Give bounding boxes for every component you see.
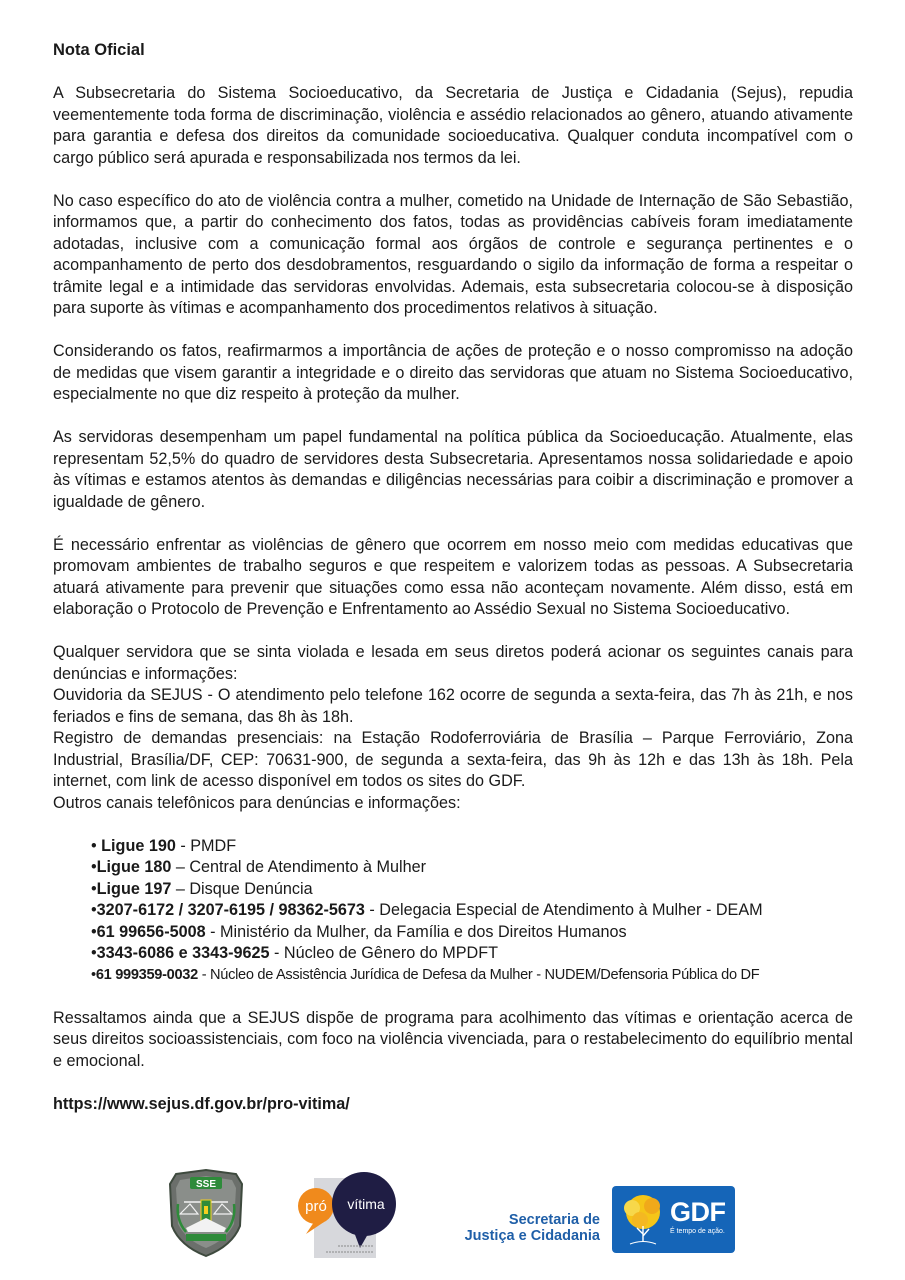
phone-description: Ministério da Mulher, da Família e dos Direitos Humanos [219, 922, 627, 941]
pro-vitima-link[interactable]: https://www.sejus.df.gov.br/pro-vitima/ [53, 1094, 350, 1113]
separator: – [171, 879, 190, 898]
separator: - [175, 836, 191, 855]
phone-list-item [91, 922, 853, 944]
phone-number: 61 99656-5008 [96, 922, 206, 941]
bullet: • [91, 922, 97, 941]
phone-description: Disque Denúncia [189, 879, 313, 898]
channels-ouvidoria: Ouvidoria da SEJUS - O atendimento pelo telefone 162 ocorre de segunda a sexta-feira, das 7h às 21h, e nos feriados e fins de semana, das 8h às 18h. [53, 686, 853, 726]
bullet: • [91, 858, 97, 876]
bullet: • [91, 944, 97, 962]
separator: - [205, 922, 220, 941]
paragraph-gender-violence: É necessário enfrentar as violências de gênero que ocorrem em nosso meio com medidas educativas que promovam ambientes de trabalho seguros e que respeitem e valorizem todas as pessoas. A Subsecretaria atuará ativamente para prevenir que situações como essa não aconteçam novamente. Além disso, está em elaboração o Protocolo de Prevenção e Enfrentamento ao Assédio Sexual no Sistema Socioeducativo. [53, 535, 853, 618]
official-note [53, 40, 853, 1137]
paragraph-commitment: Considerando os fatos, reafirmarmos a importância de ações de proteção e o nosso compromisso na adoção de medidas que visem garantir a integridade e o direito das servidoras que atuam no Sistema Socioeducativo, especialmente no que diz respeito à proteção da mulher. [53, 342, 853, 403]
phone-list-item [91, 857, 853, 879]
phone-number: Ligue 190 [101, 836, 176, 855]
separator: - [364, 901, 380, 919]
phone-number: 3343-6086 e 3343-9625 [96, 944, 270, 962]
ipe-tree-icon [618, 1192, 668, 1248]
sejus-line1: Secretaria de [508, 1212, 600, 1228]
phone-number: Ligue 197 [96, 879, 172, 898]
sse-label: SSE [195, 1179, 217, 1190]
bullet: • [91, 901, 97, 919]
complaint-channels [53, 642, 853, 814]
sse-badge-logo [168, 1168, 244, 1258]
phone-number: 61 999359-0032 [95, 966, 198, 983]
phone-list-item [91, 943, 853, 965]
phone-list-item [91, 879, 853, 901]
paragraph-specific-case: No caso específico do ato de violência contra a mulher, cometido na Unidade de Internação de São Sebastião, informamos que, a partir do conhecimento dos fatos, todas as providências cabíveis foram imediatamente adotadas, inclusive com a comunicação formal aos órgãos de controle e segurança pertinentes e o acompanhamento de perto dos desdobramentos, resguardando o sigilo da informação de forma a respeitar o trâmite legal e a intimidade das servidoras envolvidas. Ademais, esta subsecretaria colocou-se à disposição para suporte às vítimas e acompanhamento dos procedimentos relativos à situação. [53, 191, 853, 317]
gdf-slogan: É tempo de ação. [670, 1228, 725, 1235]
gdf-word: GDF [670, 1197, 726, 1227]
phone-description: Central de Atendimento à Mulher [189, 858, 426, 876]
gdf-logo [612, 1186, 735, 1253]
paragraph-repudiation: A Subsecretaria do Sistema Socioeducativo, da Secretaria de Justiça e Cidadania (Sejus), repudia veementemente toda forma de discriminação, violência e assédio relacionados ao gênero, atuando ativamente para garantia e defesa dos direitos da comunidade socioeducativa. Qualquer conduta incompatível com o cargo público será apurada e responsabilizada nos termos da lei. [53, 84, 853, 167]
separator: – [171, 858, 190, 876]
phone-description: Núcleo de Assistência Jurídica de Defesa da Mulher - NUDEM/Defensoria Pública do DF [210, 966, 760, 983]
phone-description: Delegacia Especial de Atendimento à Mulher - DEAM [379, 901, 763, 919]
channels-presencial: Registro de demandas presenciais: na Estação Rodoferroviária de Brasília – Parque Ferroviário, Zona Industrial, Brasília/DF, CEP: 70631-900, de segunda a sexta-feira, das 9h às 12h e das 13h às 18h. Pela internet, com link de acesso disponível em todos os sites do GDF. [53, 729, 853, 790]
footer-logos [0, 1160, 905, 1270]
phone-number: 3207-6172 / 3207-6195 / 98362-5673 [96, 901, 365, 919]
pro-vitima-logo [298, 1168, 400, 1260]
channels-intro: Qualquer servidora que se sinta violada e lesada em seus diretos poderá acionar os seguintes canais para denúncias e informações: [53, 643, 853, 683]
bullet: • [91, 879, 97, 898]
paragraph-servers-role: As servidoras desempenham um papel fundamental na política pública da Socioeducação. Atualmente, elas representam 52,5% do quadro de servidores desta Subsecretaria. Apresentamos nossa solidariedade e apoio às vítimas e estamos atentos às demandas e diligências necessárias para coibir a discriminação e promover a igualdade de gênero. [53, 428, 853, 511]
separator: - [197, 966, 211, 983]
bullet: • [91, 966, 96, 983]
paragraph-closing: Ressaltamos ainda que a SEJUS dispõe de programa para acolhimento das vítimas e orientação acerca de seus direitos socioassistenciais, com foco na violência vivenciada, para o restabelecimento do equilíbrio mental e emocional. [53, 1008, 853, 1070]
pro-word: pró [305, 1198, 327, 1215]
phone-list-item [91, 836, 853, 858]
channels-outros: Outros canais telefônicos para denúncias e informações: [53, 793, 461, 812]
phone-description: Núcleo de Gênero do MPDFT [283, 944, 499, 962]
sejus-line2: Justiça e Cidadania [464, 1228, 600, 1244]
separator: - [269, 944, 284, 962]
phone-number: Ligue 180 [96, 858, 172, 876]
note-title: Nota Oficial [53, 41, 145, 59]
vitima-word: vítima [347, 1196, 385, 1212]
phone-list [53, 836, 853, 987]
phone-list-item [91, 900, 853, 922]
sejus-logo [440, 1212, 600, 1244]
phone-list-item [91, 965, 853, 987]
bullet: • [91, 836, 102, 855]
phone-description: PMDF [190, 836, 237, 855]
